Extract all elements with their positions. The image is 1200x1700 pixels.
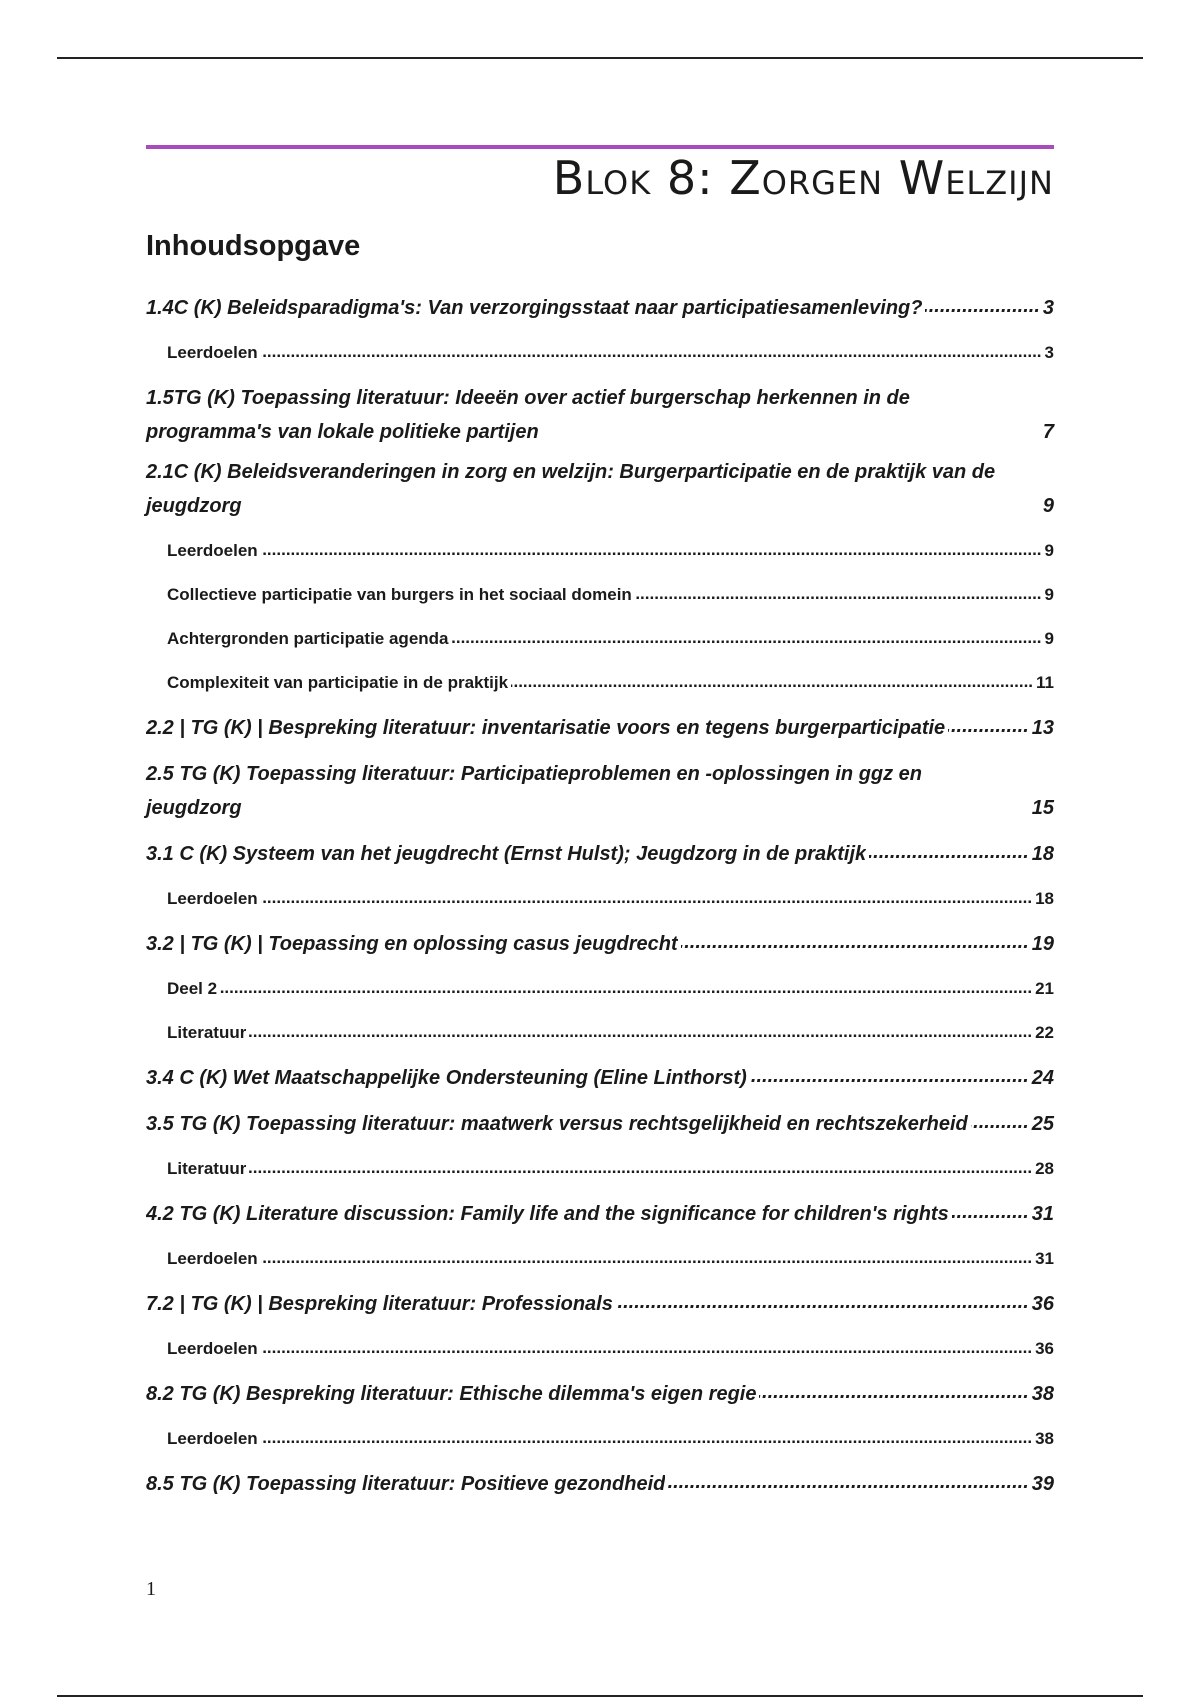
toc-entry[interactable] (146, 831, 1054, 877)
toc-leader-dots (245, 492, 1040, 512)
toc-entry-title: Literatuur (167, 1159, 247, 1178)
toc-entry-page: 7 (1042, 421, 1054, 443)
toc-subentry[interactable] (146, 1011, 1054, 1055)
header-rule (57, 57, 1143, 59)
toc-heading: Inhoudsopgave (146, 230, 361, 262)
toc-leader-dots (635, 587, 1042, 604)
toc-entry-title-line1: 2.1C (K) Beleidsveranderingen in zorg en welzijn: Burgerparticipatie en de praktijk van de (146, 461, 996, 483)
toc-entry-page: 24 (1031, 1066, 1054, 1089)
toc-entry-page: 38 (1031, 1382, 1054, 1405)
toc-entry-title: 3.1 C (K) Systeem van het jeugdrecht (Ernst Hulst); Jeugdzorg in de praktijk (146, 842, 867, 865)
footer-rule (57, 1695, 1143, 1697)
toc-entry-title: Achtergronden participatie agenda (167, 629, 449, 648)
toc-entry-page: 13 (1031, 716, 1054, 739)
toc-leader-dots (261, 1341, 1032, 1358)
toc-subentry[interactable] (146, 967, 1054, 1011)
toc-leader-dots (511, 675, 1033, 692)
toc-entry[interactable] (146, 285, 1054, 331)
toc-entry-page: 3 (1042, 296, 1054, 319)
toc-leader-dots (245, 794, 1029, 814)
toc-entry-title: 3.5 TG (K) Toepassing literatuur: maatwerk versus rechtsgelijkheid en rechtszekerheid (146, 1112, 968, 1135)
toc-leader-dots (261, 1431, 1032, 1448)
toc-subentry[interactable] (146, 1237, 1054, 1281)
toc-entry-page: 31 (1035, 1249, 1054, 1268)
toc-entry-title: Literatuur (167, 1023, 247, 1042)
toc-entry-title: Leerdoelen (167, 1249, 258, 1268)
toc-entry-page: 9 (1044, 629, 1054, 648)
toc-leader-dots (616, 1294, 1029, 1314)
toc-entry-page: 31 (1031, 1202, 1054, 1225)
toc-entry-title: 3.4 C (K) Wet Maatschappelijke Ondersteuning (Eline Linthorst) (146, 1066, 747, 1089)
toc-entry-page: 18 (1031, 842, 1054, 865)
toc-leader-dots (952, 1204, 1029, 1224)
toc-subentry[interactable] (146, 573, 1054, 617)
toc-entry-title: 2.2 | TG (K) | Bespreking literatuur: inventarisatie voors en tegens burgerparticipatie (146, 716, 946, 739)
toc-entry[interactable] (146, 455, 1054, 523)
toc-entry-title: Collectieve participatie van burgers in het sociaal domein (167, 585, 632, 604)
toc-entry-page: 21 (1035, 979, 1054, 998)
toc-entry[interactable] (146, 757, 1054, 825)
toc-entry-page: 39 (1031, 1472, 1054, 1495)
toc-subentry[interactable] (146, 1327, 1054, 1371)
toc-entry[interactable] (146, 1461, 1054, 1507)
toc-entry-title-line2: jeugdzorg (146, 495, 242, 517)
toc-entry-page: 19 (1031, 932, 1054, 955)
toc-subentry[interactable] (146, 1417, 1054, 1461)
toc-entry[interactable] (146, 705, 1054, 751)
toc-leader-dots (869, 844, 1029, 864)
toc-entry-title: Complexiteit van participatie in de praktijk (167, 673, 509, 692)
toc-entry-page: 25 (1031, 1112, 1054, 1135)
toc-entry-page: 36 (1035, 1339, 1054, 1358)
toc-entry-page: 28 (1035, 1159, 1054, 1178)
toc-entry-title: Leerdoelen (167, 1429, 258, 1448)
toc-leader-dots (261, 543, 1042, 560)
toc-entry[interactable] (146, 1371, 1054, 1417)
toc-leader-dots (261, 891, 1032, 908)
toc-leader-dots (452, 631, 1042, 648)
toc-entry-title: Leerdoelen (167, 889, 258, 908)
toc-entry-page: 36 (1031, 1292, 1054, 1315)
toc-entry[interactable] (146, 1055, 1054, 1101)
toc-entry-page: 38 (1035, 1429, 1054, 1448)
toc-entry-title-line2: jeugdzorg (146, 797, 242, 819)
toc-entry-title: 7.2 | TG (K) | Bespreking literatuur: Professionals (146, 1292, 613, 1315)
toc-leader-dots (971, 1114, 1029, 1134)
toc-entry-page: 15 (1031, 797, 1054, 819)
toc-leader-dots (249, 1161, 1032, 1178)
toc-entry-title: Leerdoelen (167, 1339, 258, 1358)
toc-leader-dots (759, 1384, 1028, 1404)
toc-entry[interactable] (146, 381, 1054, 449)
toc-entry-page: 3 (1044, 343, 1054, 362)
toc-entry-page: 9 (1044, 585, 1054, 604)
toc-leader-dots (261, 345, 1042, 362)
title-accent-line (146, 145, 1054, 149)
toc-entry[interactable] (146, 1191, 1054, 1237)
toc-entry-title: Deel 2 (167, 979, 218, 998)
toc-subentry[interactable] (146, 617, 1054, 661)
toc-leader-dots (948, 718, 1029, 738)
toc-entry-title: 1.4C (K) Beleidsparadigma's: Van verzorgingsstaat naar participatiesamenleving? (146, 296, 923, 319)
page-number: 1 (146, 1578, 156, 1600)
toc-entry-page: 11 (1036, 673, 1054, 692)
toc-entry-title: Leerdoelen (167, 541, 258, 560)
toc-entry-page: 22 (1035, 1023, 1054, 1042)
toc-entry[interactable] (146, 921, 1054, 967)
toc-entry-page: 18 (1035, 889, 1054, 908)
toc-subentry[interactable] (146, 331, 1054, 375)
toc-entry[interactable] (146, 1281, 1054, 1327)
toc-entry-title-line1: 2.5 TG (K) Toepassing literatuur: Participatieproblemen en -oplossingen in ggz en (146, 763, 923, 785)
toc-leader-dots (249, 1025, 1032, 1042)
toc-entry[interactable] (146, 1101, 1054, 1147)
toc-leader-dots (220, 981, 1032, 998)
toc-entry-title: 8.2 TG (K) Bespreking literatuur: Ethische dilemma's eigen regie (146, 1382, 757, 1405)
toc-entry-title: Leerdoelen (167, 343, 258, 362)
toc-entry-title-line2: programma's van lokale politieke partijen (146, 421, 539, 443)
toc-leader-dots (542, 418, 1040, 438)
toc-subentry[interactable] (146, 529, 1054, 573)
toc-leader-dots (261, 1251, 1032, 1268)
toc-entry-title: 3.2 | TG (K) | Toepassing en oplossing casus jeugdrecht (146, 932, 678, 955)
toc-subentry[interactable] (146, 1147, 1054, 1191)
toc-leader-dots (668, 1474, 1028, 1494)
toc-entry-title: 8.5 TG (K) Toepassing literatuur: Positieve gezondheid (146, 1472, 666, 1495)
toc-entry-page: 9 (1044, 541, 1054, 560)
toc-subentry[interactable] (146, 877, 1054, 921)
toc-leader-dots (681, 934, 1029, 954)
toc-entry-page: 9 (1042, 495, 1054, 517)
table-of-contents (146, 285, 1054, 1507)
toc-leader-dots (750, 1068, 1029, 1088)
document-title: Blok 8: Zorgen Welzijn (552, 151, 1054, 205)
toc-entry-title: 4.2 TG (K) Literature discussion: Family life and the significance for children's rights (146, 1202, 949, 1225)
toc-entry-title-line1: 1.5TG (K) Toepassing literatuur: Ideeën over actief burgerschap herkennen in de (146, 387, 910, 409)
toc-leader-dots (925, 298, 1039, 318)
toc-subentry[interactable] (146, 661, 1054, 705)
